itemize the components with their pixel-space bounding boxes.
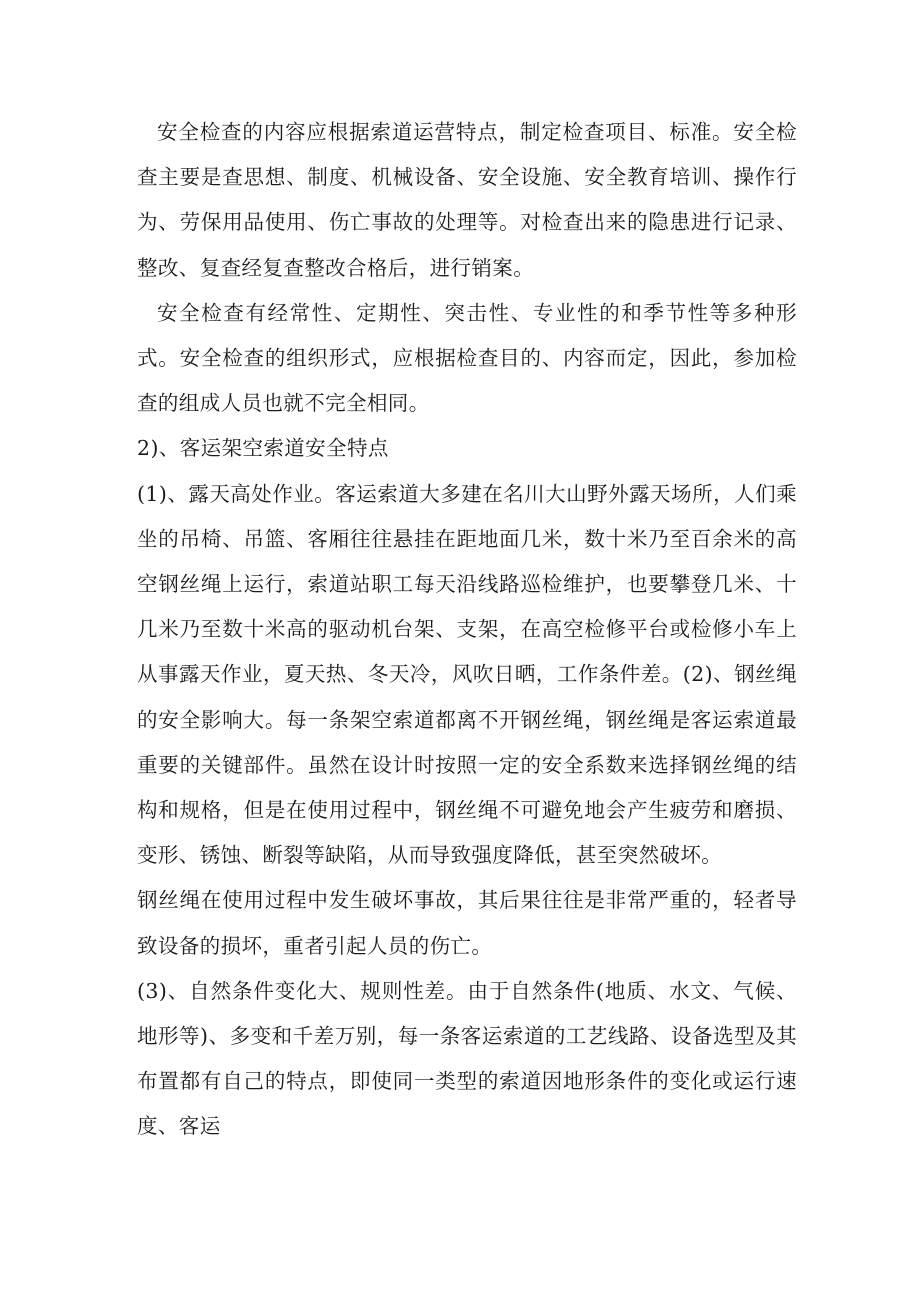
- document-body: [137, 110, 797, 1150]
- section-heading-ropeway-safety-features: 2)、客运架空索道安全特点: [137, 436, 389, 461]
- paragraph-safety-inspection-content: 安全检查的内容应根据索道运营特点，制定检查项目、标准。安全检查主要是查思想、制度、机械设备、安全设施、安全教育培训、操作行为、劳保用品使用、伤亡事故的处理等。对检查出来的隐患进行记录、整改、复查经复查整改合格后，进行销案。: [137, 120, 797, 280]
- paragraph-safety-inspection-forms: 安全检查有经常性、定期性、突击性、专业性的和季节性等多种形式。安全检查的组织形式，应根据检查目的、内容而定，因此，参加检查的组成人员也就不完全相同。: [137, 300, 797, 416]
- paragraph-natural-conditions: (3)、自然条件变化大、规则性差。由于自然条件(地质、水文、气候、地形等)、多变和千差万别，每一条客运索道的工艺线路、设备选型及其布置都有自己的特点，即使同一类型的索道因地形条件的变化或运行速度、客运: [137, 978, 797, 1139]
- paragraph-outdoor-high-work: (1)、露天高处作业。客运索道大多建在名川大山野外露天场所，人们乘坐的吊椅、吊篮、客厢往往悬挂在距地面几米，数十米乃至百余米的高空钢丝绳上运行，索道站职工每天沿线路巡检维护，也要攀登几米、十几米乃至数十米高的驱动机台架、支架，在高空检修平台或检修小车上从事露天作业，夏天热、冬天冷，风吹日晒，工作条件差。(2)、钢丝绳的安全影响大。每一条架空索道都离不开钢丝绳，钢丝绳是客运索道最重要的关键部件。虽然在设计时按照一定的安全系数来选择钢丝绳的结构和规格，但是在使用过程中，钢丝绳不可避免地会产生疲劳和磨损、变形、锈蚀、断裂等缺陷，从而导致强度降低，甚至突然破坏。: [137, 481, 797, 868]
- paragraph-wire-rope-failure: 钢丝绳在使用过程中发生破坏事故，其后果往往是非常严重的，轻者导致设备的损坏，重者引起人员的伤亡。: [137, 888, 797, 958]
